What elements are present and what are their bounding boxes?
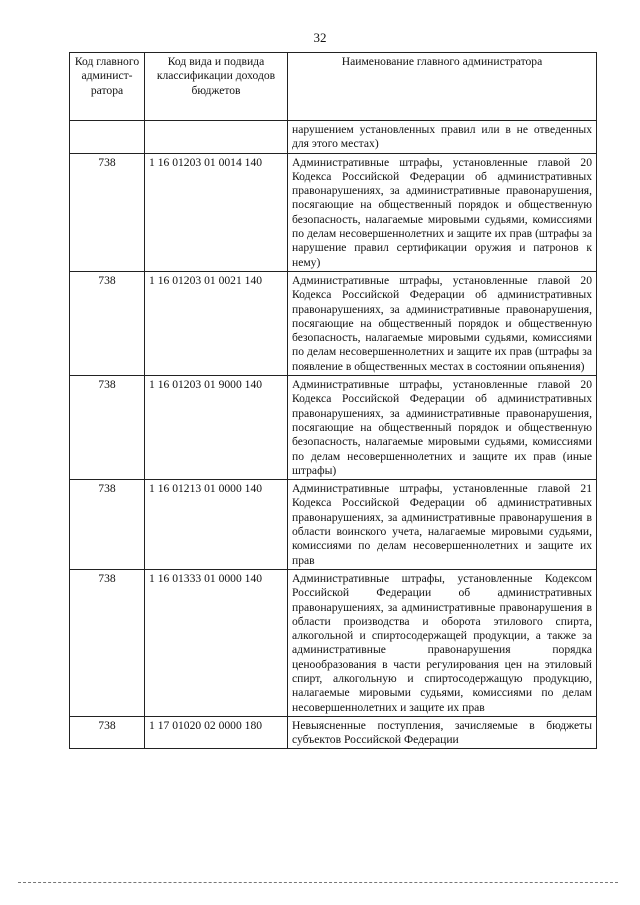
table-row bbox=[70, 271, 597, 375]
admin-name-cell: Административные штрафы, установленные Кодексом Российской Федерации об административных правонарушениях, за административные правонарушения в области производства и оборота этилового спирта, алкогольной и спиртосодержащей продукции, а также за административные правонарушения порядка ценообразования в части регулирования цен на этиловый спирт, алкогольную и спиртосодержащую продукцию, налагаемые мировыми судьями, комиссиями по делам несовершеннолетних и защите их прав bbox=[288, 569, 597, 716]
admin-code-cell: 738 bbox=[70, 716, 145, 749]
admin-name-cell: нарушением установленных правил или в не отведенных для этого местах) bbox=[288, 121, 597, 154]
table-row bbox=[70, 376, 597, 480]
kbk-cell: 1 16 01333 01 0000 140 bbox=[145, 569, 288, 716]
kbk-cell: 1 17 01020 02 0000 180 bbox=[145, 716, 288, 749]
admin-name-cell: Административные штрафы, установленные главой 20 Кодекса Российской Федерации об административных правонарушениях, за административные правонарушения, посягающие на общественный порядок и общественную безопасность, налагаемые мировыми судьями, комиссиями по делам несовершеннолетних и защите их прав (штрафы за нарушение правил сертификации оружия и патронов к нему) bbox=[288, 153, 597, 271]
admin-name-cell: Административные штрафы, установленные главой 20 Кодекса Российской Федерации об административных правонарушениях, за административные правонарушения, посягающие на общественный порядок и общественную безопасность, налагаемые мировыми судьями, комиссиями по делам несовершеннолетних и защите их прав (иные штрафы) bbox=[288, 376, 597, 480]
kbk-cell: 1 16 01203 01 9000 140 bbox=[145, 376, 288, 480]
page-number: 32 bbox=[313, 30, 327, 45]
admin-name-cell: Административные штрафы, установленные главой 21 Кодекса Российской Федерации об административных правонарушениях, за административные правонарушения в области воинского учета, налагаемые мировыми судьями, комиссиями по делам несовершеннолетних и защите их прав bbox=[288, 480, 597, 570]
kbk-cell: 1 16 01203 01 0014 140 bbox=[145, 153, 288, 271]
header-kbk: Код вида и подвида классификации доходов бюджетов bbox=[145, 53, 288, 121]
header-admin-code: Код главного админист-ратора bbox=[70, 53, 145, 121]
table-row bbox=[70, 153, 597, 271]
admin-name-cell: Административные штрафы, установленные главой 20 Кодекса Российской Федерации об административных правонарушениях, за административные правонарушения, посягающие на общественный порядок и общественную безопасность, налагаемые мировыми судьями, комиссиями по делам несовершеннолетних и защите их прав (штрафы за появление в общественных местах в состоянии опьянения) bbox=[288, 271, 597, 375]
table-row bbox=[70, 121, 597, 154]
table-row bbox=[70, 716, 597, 749]
table-row bbox=[70, 480, 597, 570]
kbk-cell: 1 16 01203 01 0021 140 bbox=[145, 271, 288, 375]
table-header-row bbox=[70, 53, 597, 121]
header-admin-name: Наименование главного администратора bbox=[288, 53, 597, 121]
revenue-administrators-table bbox=[69, 52, 597, 749]
scan-edge-artifact bbox=[18, 882, 618, 889]
admin-code-cell: 738 bbox=[70, 271, 145, 375]
admin-code-cell: 738 bbox=[70, 569, 145, 716]
kbk-cell: 1 16 01213 01 0000 140 bbox=[145, 480, 288, 570]
admin-name-cell: Невыясненные поступления, зачисляемые в бюджеты субъектов Российской Федерации bbox=[288, 716, 597, 749]
table-row bbox=[70, 569, 597, 716]
kbk-cell bbox=[145, 121, 288, 154]
admin-code-cell bbox=[70, 121, 145, 154]
admin-code-cell: 738 bbox=[70, 480, 145, 570]
admin-code-cell: 738 bbox=[70, 153, 145, 271]
admin-code-cell: 738 bbox=[70, 376, 145, 480]
